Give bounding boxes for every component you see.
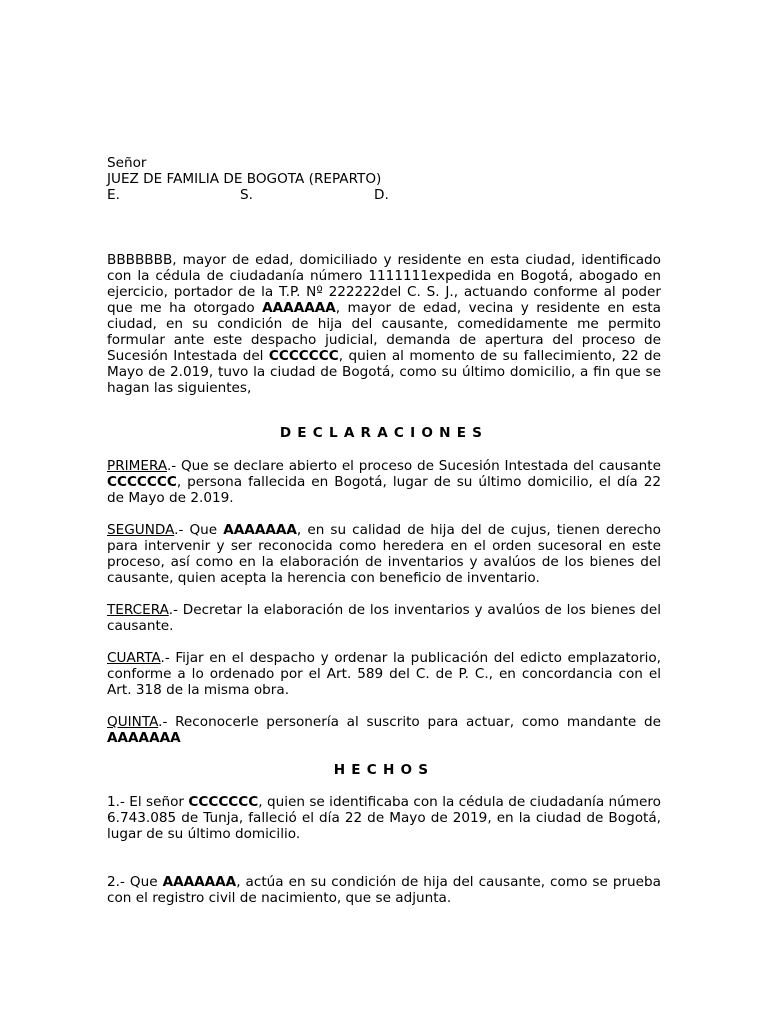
esd-d: D. bbox=[374, 187, 389, 203]
hechos-heading: HECHOS bbox=[333, 762, 435, 778]
primera-label: PRIMERA bbox=[107, 458, 167, 474]
addressee: JUEZ DE FAMILIA DE BOGOTA (REPARTO) bbox=[107, 171, 382, 187]
quinta-label: QUINTA bbox=[107, 714, 159, 730]
client-name: AAAAAAA bbox=[262, 300, 336, 316]
salutation: Señor bbox=[107, 155, 147, 171]
intro-paragraph: BBBBBBB, mayor de edad, domiciliado y residente en esta ciudad, identificado con la cédula de ciudadanía número 1111111expedida en Bogotá, abogado en ejercicio, portador de la T.P. Nº 222222del C. S. J., actuando conforme al poder que me ha otorgado AAAAAAA, mayor de edad, vecina y residente en esta ciudad, en su condición de hija del causante, comedidamente me permito formular ante este despacho judicial, demanda de apertura del proceso de Sucesión Intestada del CCCCCCC, quien al momento de su fallecimiento, 22 de Mayo de 2.019, tuvo la ciudad de Bogotá, como su último domicilio, a fin que se hagan las siguientes, bbox=[107, 252, 662, 396]
document-page bbox=[107, 155, 661, 906]
esd-line bbox=[107, 187, 407, 203]
declaracion-primera: PRIMERA.- Que se declare abierto el proceso de Sucesión Intestada del causante CCCCCCC, persona fallecida en Bogotá, lugar de su último domicilio, el día 22 de Mayo de 2.019. bbox=[107, 458, 661, 506]
declaracion-cuarta: CUARTA.- Fijar en el despacho y ordenar la publicación del edicto emplazatorio, conforme a lo ordenado por el Art. 589 del C. de P. C., en concordancia con el Art. 318 de la misma obra. bbox=[107, 650, 661, 698]
hecho-2: 2.- Que AAAAAAA, actúa en su condición de hija del causante, como se prueba con el registro civil de nacimiento, que se adjunta. bbox=[107, 874, 661, 906]
declaracion-segunda: SEGUNDA.- Que AAAAAAA, en su calidad de hija del de cujus, tienen derecho para intervenir y ser reconocida como heredera en el orden sucesoral en este proceso, así como en la elaboración de inventarios y avalúos de los bienes del causante, quien acepta la herencia con beneficio de inventario. bbox=[107, 522, 661, 586]
declaraciones-heading: DECLARACIONES bbox=[279, 425, 489, 441]
hecho-1: 1.- El señor CCCCCCC, quien se identificaba con la cédula de ciudadanía número 6.743.085 de Tunja, falleció el día 22 de Mayo de 2019, en la ciudad de Bogotá, lugar de su último domicilio. bbox=[107, 794, 661, 842]
segunda-label: SEGUNDA bbox=[107, 522, 175, 538]
esd-s: S. bbox=[240, 187, 253, 203]
decedent-name: CCCCCCC bbox=[268, 348, 339, 364]
addressee-block bbox=[107, 155, 661, 203]
esd-e: E. bbox=[107, 187, 120, 203]
declaracion-quinta: QUINTA.- Reconocerle personería al suscrito para actuar, como mandante de AAAAAAA bbox=[107, 714, 661, 746]
declaracion-tercera: TERCERA.- Decretar la elaboración de los inventarios y avalúos de los bienes del causante. bbox=[107, 602, 661, 634]
cuarta-label: CUARTA bbox=[107, 650, 161, 666]
tercera-label: TERCERA bbox=[107, 602, 169, 618]
